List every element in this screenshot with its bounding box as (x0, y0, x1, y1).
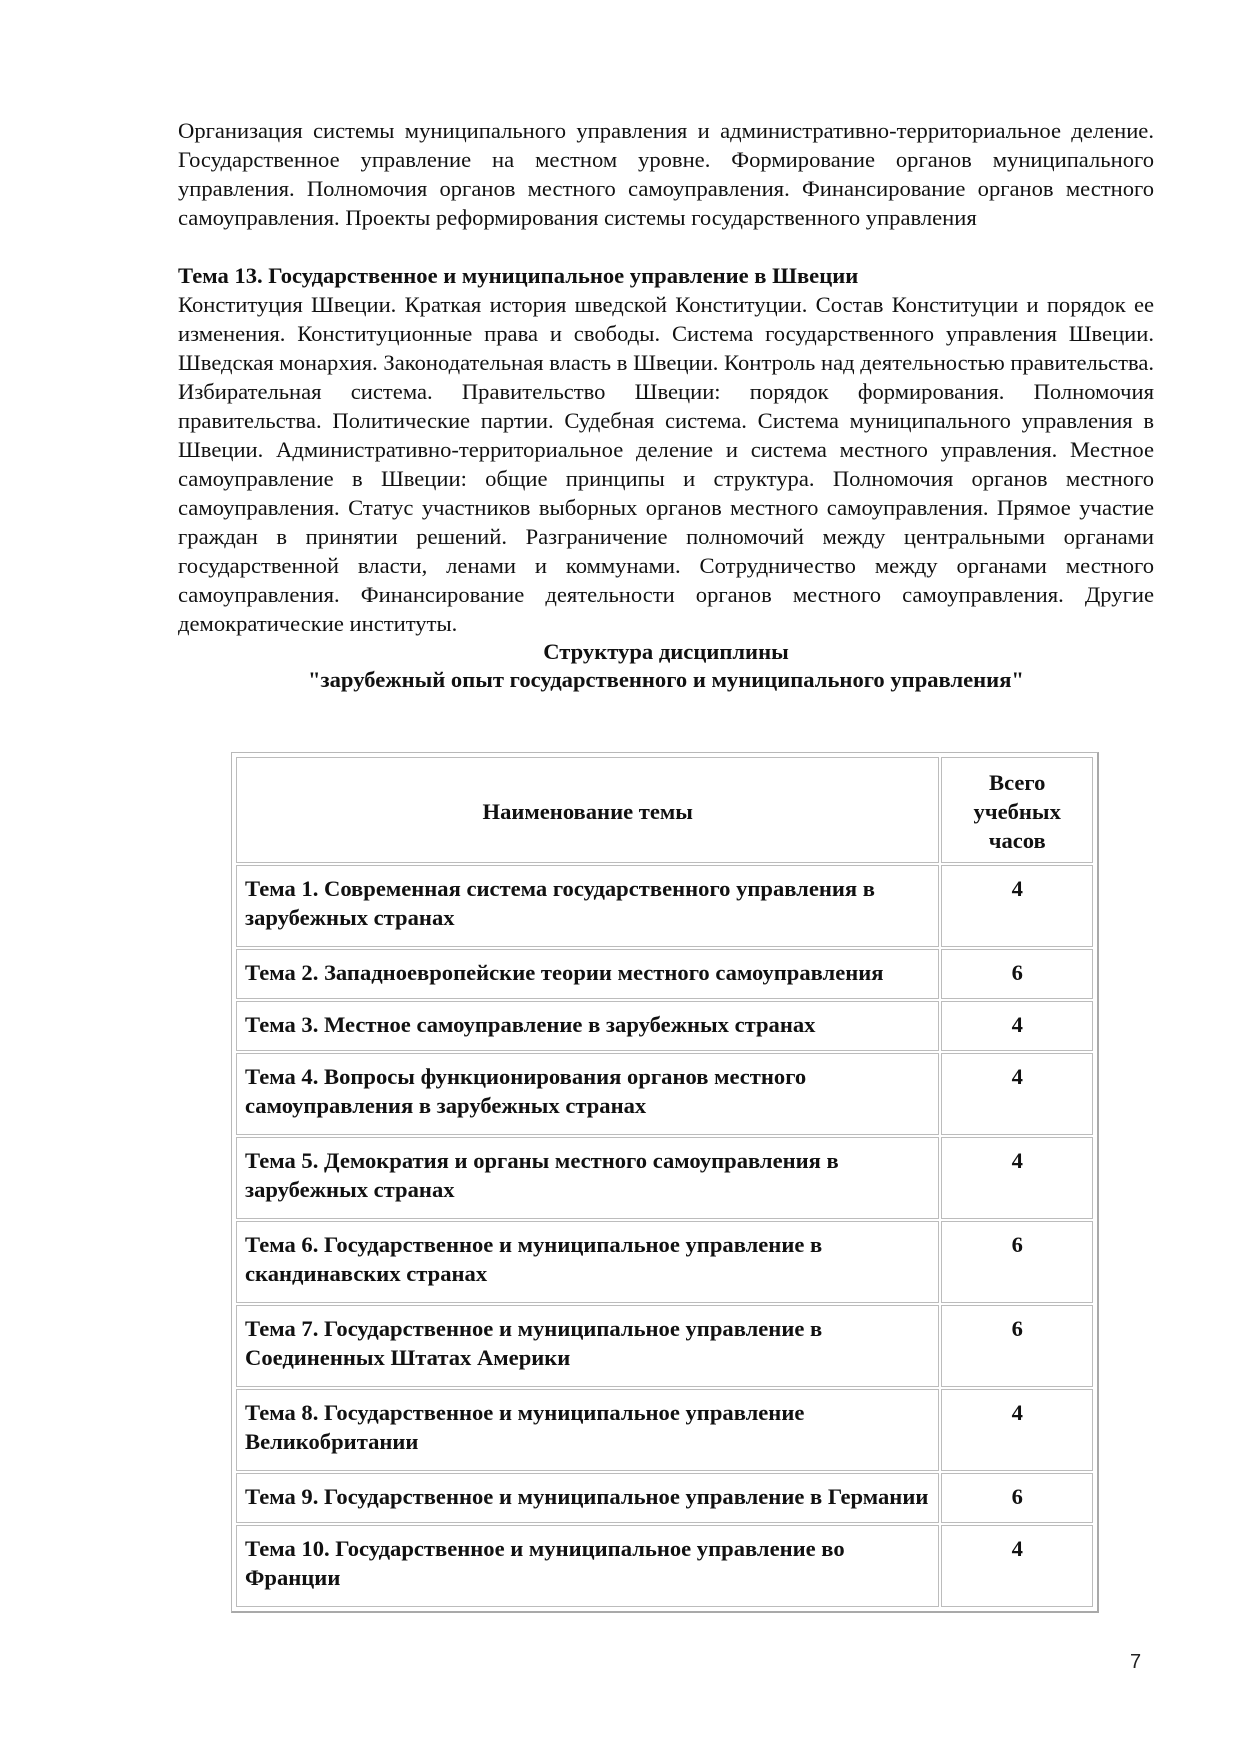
topic-name-cell: Тема 4. Вопросы функционирования органов местного самоуправления в зарубежных странах (236, 1053, 939, 1135)
structure-table-frame (231, 752, 1099, 1613)
structure-table (234, 755, 1095, 1609)
topic-name-cell: Тема 9. Государственное и муниципальное управление в Германии (236, 1473, 939, 1523)
structure-subtitle: "зарубежный опыт государственного и муниципального управления" (308, 667, 1024, 692)
table-row (236, 1389, 1093, 1471)
table-row (236, 1221, 1093, 1303)
topic-hours-cell: 4 (941, 1137, 1093, 1219)
topic-name-cell: Тема 5. Демократия и органы местного самоуправления в зарубежных странах (236, 1137, 939, 1219)
topic-name-cell: Тема 2. Западноевропейские теории местного самоуправления (236, 949, 939, 999)
topic-name-cell: Тема 10. Государственное и муниципальное управление во Франции (236, 1525, 939, 1607)
topic-hours-cell: 4 (941, 1053, 1093, 1135)
table-body (236, 865, 1093, 1607)
topic-hours-cell: 4 (941, 1525, 1093, 1607)
table-header-row (236, 757, 1093, 863)
intro-paragraph: Организация системы муниципального управления и административно-территориальное деление. Государственное управление на местном уровне. Формирование органов муниципального управления. Полномочия органов местного самоуправления. Финансирование органов местного самоуправления. Проекты реформирования системы государственного управления (178, 118, 1154, 230)
header-total-hours: Всего учебных часов (941, 757, 1093, 863)
header-topic-name: Наименование темы (236, 757, 939, 863)
table-row (236, 1305, 1093, 1387)
topic-hours-cell: 6 (941, 1473, 1093, 1523)
topic-name-cell: Тема 8. Государственное и муниципальное управление Великобритании (236, 1389, 939, 1471)
table-row (236, 1525, 1093, 1607)
topic-hours-cell: 6 (941, 1221, 1093, 1303)
table-row (236, 1001, 1093, 1051)
topic-hours-cell: 4 (941, 1389, 1093, 1471)
table-row (236, 949, 1093, 999)
topic-name-cell: Тема 7. Государственное и муниципальное управление в Соединенных Штатах Америки (236, 1305, 939, 1387)
topic-hours-cell: 6 (941, 1305, 1093, 1387)
document-page (178, 116, 1154, 694)
page-number: 7 (1130, 1651, 1142, 1673)
topic-name-cell: Тема 3. Местное самоуправление в зарубежных странах (236, 1001, 939, 1051)
structure-title: Структура дисциплины (543, 639, 789, 664)
table-row (236, 865, 1093, 947)
topic-hours-cell: 4 (941, 1001, 1093, 1051)
topic-13-body: Конституция Швеции. Краткая история шведской Конституции. Состав Конституции и порядок ее изменения. Конституционные права и свободы. Система государственного управления Швеции. Шведская монархия. Законодательная власть в Швеции. Контроль над деятельностью правительства. Избирательная система. Правительство Швеции: порядок формирования. Полномочия правительства. Политические партии. Судебная система. Система муниципального управления в Швеции. Административно-территориальное деление и система местного управления. Местное самоуправление в Швеции: общие принципы и структура. Полномочия органов местного самоуправления. Статус участников выборных органов местного самоуправления. Прямое участие граждан в принятии решений. Разграничение полномочий между центральными органами государственной власти, ленами и коммунами. Сотрудничество между органами местного самоуправления. Финансирование деятельности органов местного самоуправления. Другие демократические институты. (178, 292, 1154, 636)
table-row (236, 1053, 1093, 1135)
topic-hours-cell: 4 (941, 865, 1093, 947)
table-row (236, 1137, 1093, 1219)
topic-13-heading: Тема 13. Государственное и муниципальное управление в Швеции (178, 263, 859, 288)
topic-name-cell: Тема 1. Современная система государственного управления в зарубежных странах (236, 865, 939, 947)
table-row (236, 1473, 1093, 1523)
topic-hours-cell: 6 (941, 949, 1093, 999)
topic-name-cell: Тема 6. Государственное и муниципальное управление в скандинавских странах (236, 1221, 939, 1303)
